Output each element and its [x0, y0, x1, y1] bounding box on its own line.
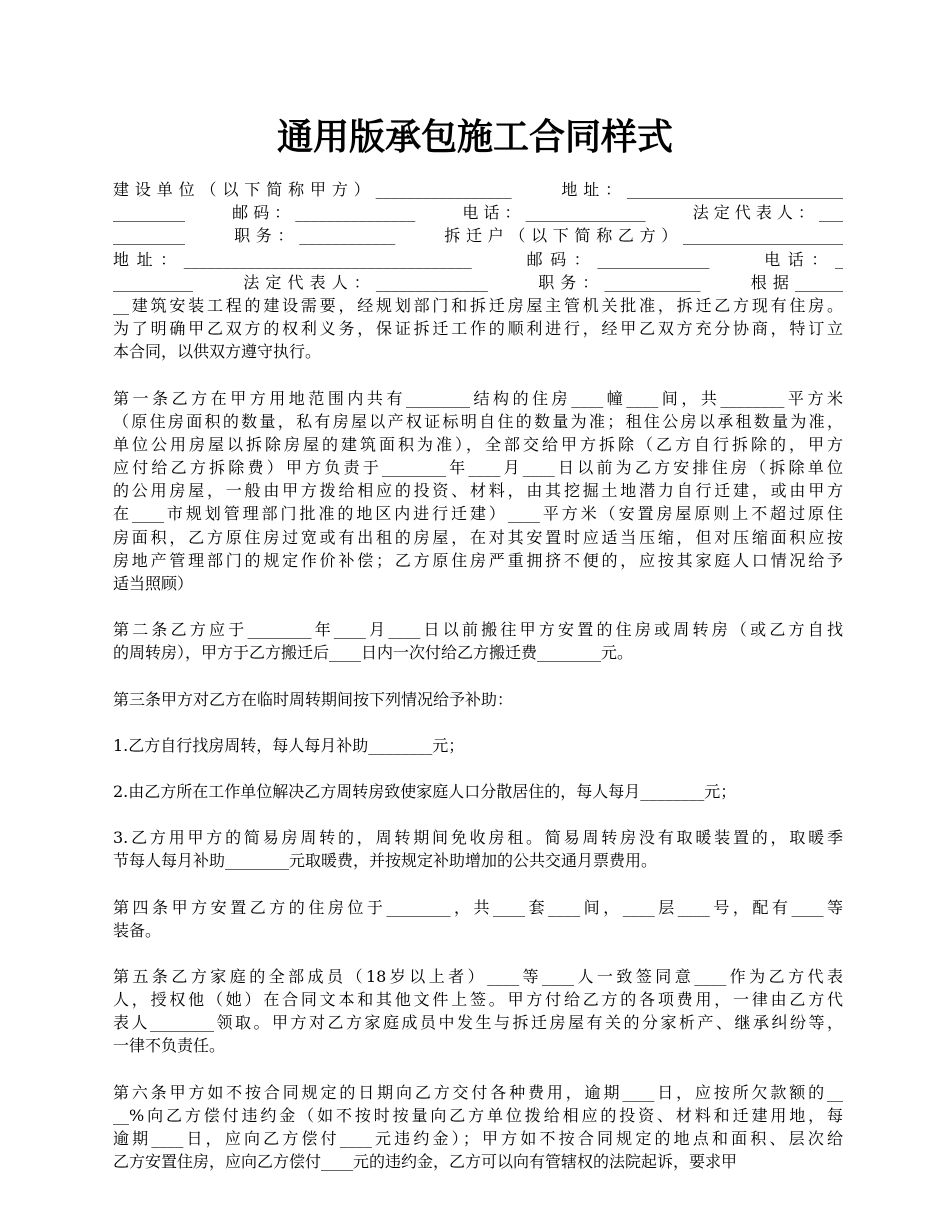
text-line: __________ 法定代表人：______________ 职务：____________ 根据______ [113, 272, 843, 292]
paragraph-item-2 [113, 780, 843, 803]
paragraph-article-3 [113, 688, 843, 711]
text-line: 应付给乙方拆除费）甲方负责于________年____月____日以前为乙方安排住房（拆除单位 [113, 458, 843, 478]
paragraph-article-4 [113, 896, 843, 942]
paragraph-article-5 [113, 965, 843, 1058]
text-line: 3.乙方用甲方的简易房周转的，周转期间免收房租。简易周转房没有取暖装置的，取暖季 [113, 828, 843, 848]
text-line: 第五条乙方家庭的全部成员（18岁以上者）____等____人一致签同意____作为乙方代表 [113, 966, 843, 986]
text-line: 2.由乙方所在工作单位解决乙方周转房致使家庭人口分散居住的，每人每月________元； [113, 781, 737, 801]
text-line: 第一条乙方在甲方用地范围内共有________结构的住房____幢____间，共________平方米 [113, 388, 843, 408]
text-line: 节每人每月补助________元取暖费，并按规定补助增加的公共交通月票费用。 [113, 851, 658, 871]
paragraph-article-6 [113, 1081, 843, 1174]
text-line: 1.乙方自行找房周转，每人每月补助________元； [113, 735, 465, 755]
text-line: 第三条甲方对乙方在临时周转期间按下列情况给予补助： [113, 689, 514, 709]
text-line: __%向乙方偿付违约金（如不按时按量向乙方单位拨给相应的投资、材料和迁建用地，每 [113, 1105, 843, 1125]
text-line: 建设单位（以下简称甲方）_________________ 地址：___________________________ [113, 180, 843, 199]
text-line: 适当照顾） [113, 574, 194, 593]
text-line: 本合同，以供双方遵守执行。 [113, 342, 322, 362]
text-line: 表人________领取。甲方对乙方家庭成员中发生与拆迁房屋有关的分家析产、继承纠纷等， [113, 1013, 843, 1033]
text-line: _________ 职务：____________ 拆迁户（以下简称乙方）____________________ [113, 226, 843, 246]
text-line: 地址：____________________________________ 邮码：______________ 电话：_ [113, 249, 843, 269]
paragraph-article-1 [113, 387, 843, 596]
text-line: 乙方安置住房，应向乙方偿付____元的违约金，乙方可以向有管辖权的法院起诉，要求甲 [113, 1152, 738, 1172]
text-line: 第六条甲方如不按合同规定的日期向乙方交付各种费用，逾期____日，应按所欠款额的__ [113, 1082, 843, 1102]
text-line: 的公用房屋，一般由甲方拨给相应的投资、材料，由其挖掘土地潜力自行迁建，或由甲方 [113, 481, 843, 501]
text-line: 房面积，乙方原住房过宽或有出租的房屋，在对其安置时应适当压缩，但对压缩面积应按 [113, 527, 843, 547]
paragraph-item-3 [113, 826, 843, 872]
text-line: 房地产管理部门的规定作价补偿；乙方原住房严重拥挤不便的，应按其家庭人口情况给予 [113, 550, 843, 570]
paragraph-item-1 [113, 734, 843, 757]
text-line: 人，授权他（她）在合同文本和其他文件上签。甲方付给乙方的各项费用，一律由乙方代 [113, 990, 843, 1010]
text-line: 在____市规划管理部门批准的地区内进行迁建）____平方米（安置房屋原则上不超过原住 [113, 504, 843, 524]
paragraph-parties [113, 178, 843, 364]
text-line: 一律不负责任。 [113, 1036, 226, 1056]
text-line: 为了明确甲乙双方的权利义务，保证拆迁工作的顺利进行，经甲乙双方充分协商，特订立 [113, 319, 843, 339]
document-title: 通用版承包施工合同样式 [276, 116, 673, 158]
text-line: 单位公用房屋以拆除房屋的建筑面积为准），全部交给甲方拆除（乙方自行拆除的，甲方 [113, 434, 843, 454]
text-line: 第四条甲方安置乙方的住房位于________，共____套____间，____层____号，配有____等 [113, 897, 843, 917]
text-line: _________ 邮码：_______________ 电话：_______________ 法定代表人：___ [113, 203, 843, 223]
text-line: 第二条乙方应于________年____月____日以前搬往甲方安置的住房或周转房（或乙方自找 [113, 620, 843, 640]
paragraph-article-2 [113, 618, 843, 664]
document-body [113, 178, 843, 1196]
text-line: 装备。 [113, 920, 162, 940]
text-line: 逾期____日，应向乙方偿付____元违约金）；甲方如不按合同规定的地点和面积、层次给 [113, 1129, 843, 1148]
text-line: （原住房面积的数量，私有房屋以产权证标明自住的数量为准；租住公房以承租数量为准， [113, 411, 843, 431]
text-line: __建筑安装工程的建设需要，经规划部门和拆迁房屋主管机关批准，拆迁乙方现有住房。 [113, 295, 843, 315]
text-line: 的周转房），甲方于乙方搬迁后____日内一次付给乙方搬迁费________元。 [113, 643, 634, 663]
